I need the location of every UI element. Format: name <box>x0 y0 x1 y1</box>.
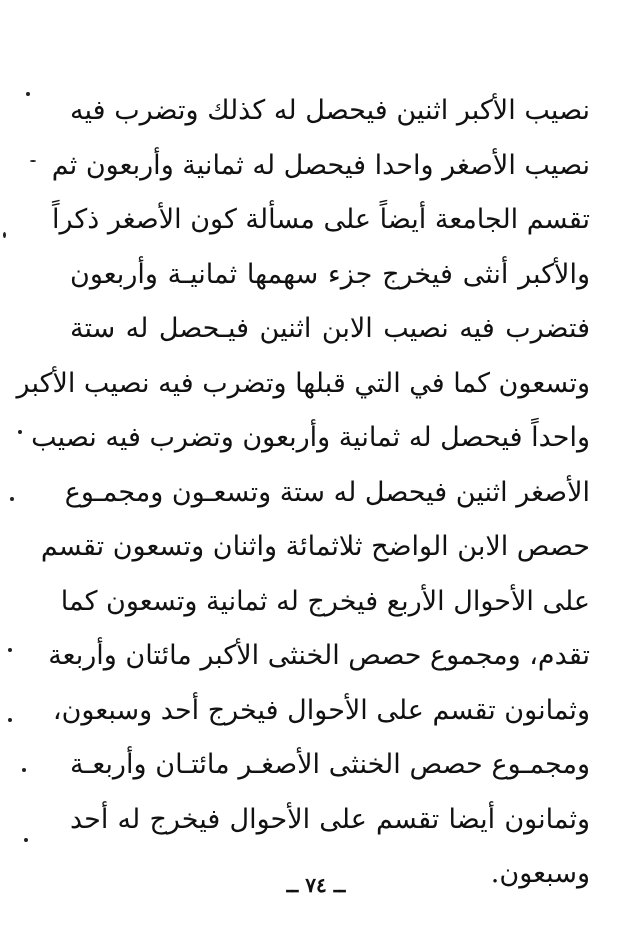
text-line: نصيب الأكبر اثنين فيحصل له كذلك وتضرب فيه <box>70 95 590 126</box>
text-line: والأكبر أنثى فيخرج جزء سهمها ثمانيـة وأربعون <box>70 258 590 290</box>
text-line: واحداً فيحصل له ثمانية وأربعون وتضرب فيه نصيب <box>31 422 590 453</box>
scan-speck <box>24 838 28 842</box>
scan-speck <box>22 768 26 772</box>
scan-speck <box>18 430 22 434</box>
scan-speck <box>8 718 12 722</box>
scan-speck <box>3 232 6 238</box>
text-line: على الأحوال الأربع فيخرج له ثمانية وتسعون كما <box>60 585 590 617</box>
body-text <box>16 84 590 902</box>
scan-speck <box>30 160 36 162</box>
text-line: وثمانون تقسم على الأحوال فيخرج أحد وسبعون، <box>52 694 590 726</box>
scan-speck <box>26 92 30 96</box>
page-number: ــ ٧٤ ــ <box>286 873 346 897</box>
text-line: حصص الابن الواضح ثلاثمائة واثنان وتسعون تقسم <box>40 531 590 562</box>
scan-speck <box>10 497 14 501</box>
text-line: وثمانون أيضا تقسم على الأحوال فيخرج له أحد <box>70 803 590 835</box>
text-line: الأصغر اثنين فيحصل له ستة وتسعـون ومجمـوع <box>64 476 590 508</box>
text-line: تقدم، ومجموع حصص الخنثى الأكبر مائتان وأربعة <box>48 640 590 671</box>
text-line: تقسم الجامعة أيضاً على مسألة كون الأصغر ذكراً <box>52 204 590 235</box>
text-line: نصيب الأصغر واحدا فيحصل له ثمانية وأربعون ثم <box>51 149 590 181</box>
scan-speck <box>8 648 12 652</box>
text-line: وسبعون. <box>490 858 590 889</box>
text-line: ومجمـوع حصص الخنثى الأصغـر مائتـان وأربعـة <box>70 749 590 780</box>
text-line: فتضرب فيه نصيب الابن اثنين فيـحصل له ستة <box>70 313 590 344</box>
text-line: وتسعون كما في التي قبلها وتضرب فيه نصيب الأكبر <box>16 367 590 399</box>
